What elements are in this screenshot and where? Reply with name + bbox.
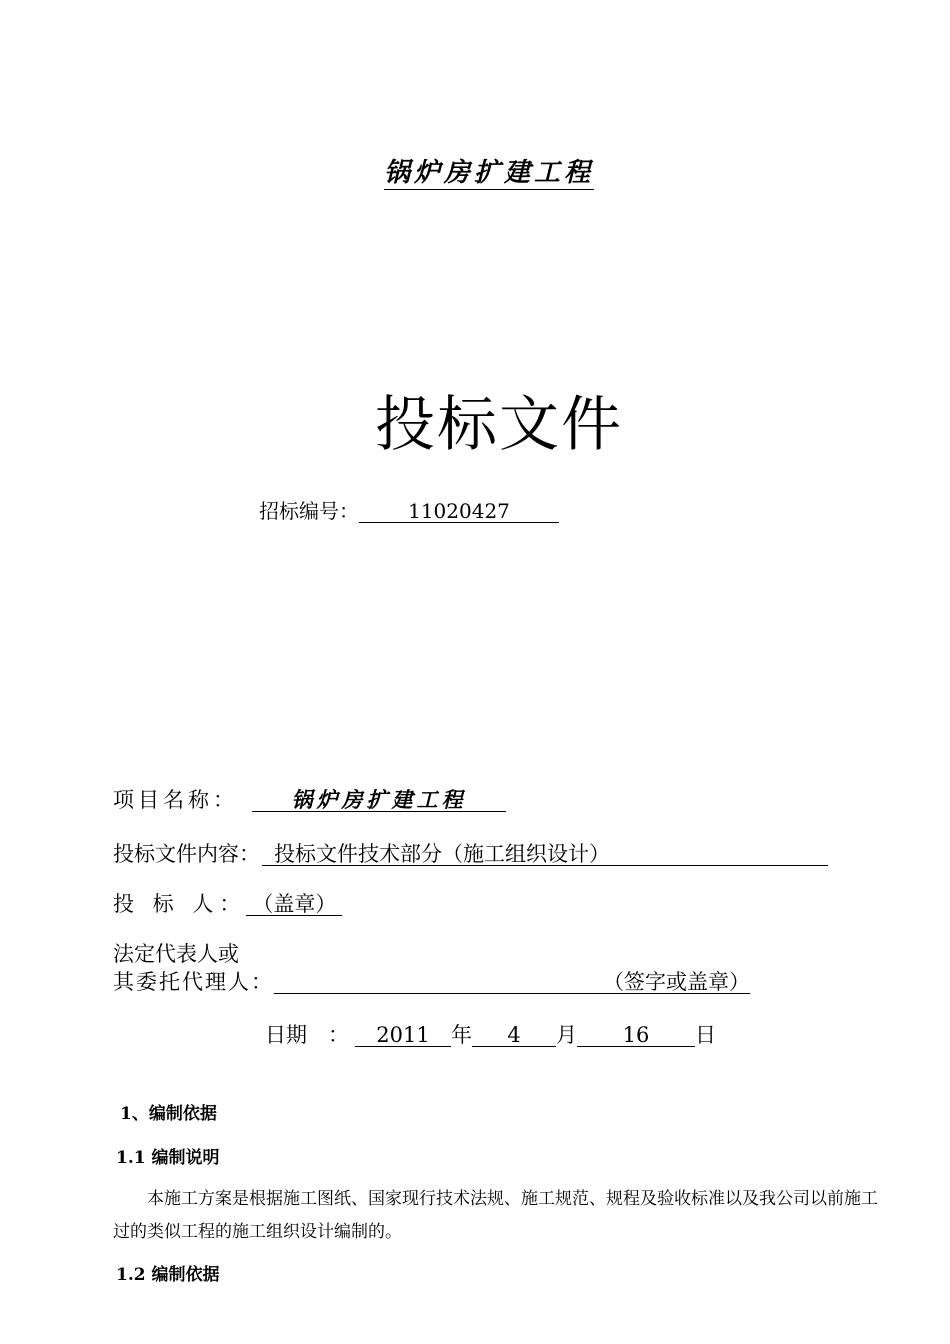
project-name-label: 项目名称： <box>113 788 238 812</box>
project-name-row <box>113 786 506 814</box>
date-month: 4 <box>472 1024 556 1047</box>
bidder-value: （盖章） <box>246 893 342 916</box>
doc-content-value: 投标文件技术部分（施工组织设计） <box>262 843 828 866</box>
date-row <box>265 1021 716 1049</box>
header-title: 锅炉房扩建工程 <box>384 158 595 188</box>
legal-rep-label: 其委托代理人： <box>113 970 274 994</box>
doc-content-label: 投标文件内容： <box>113 842 260 866</box>
bid-number-label: 招标编号： <box>259 499 359 523</box>
section-heading-1-1: 1.1 编制说明 <box>116 1148 220 1168</box>
project-name-value: 锅炉房扩建工程 <box>252 789 506 812</box>
main-title: 投标文件 <box>375 390 623 460</box>
bidder-row <box>113 890 342 918</box>
legal-rep-row <box>113 968 750 996</box>
date-day-unit: 日 <box>695 1023 716 1047</box>
bid-number-row <box>259 498 559 524</box>
date-year: 2011 <box>355 1024 451 1047</box>
date-month-unit: 月 <box>556 1023 577 1047</box>
bid-number-value: 11020427 <box>359 500 559 523</box>
section-heading-1-2: 1.2 编制依据 <box>116 1265 220 1285</box>
section-1-1-paragraph: 本施工方案是根据施工图纸、国家现行技术法规、施工规范、规程及验收标准以及我公司以前施工过的类似工程的施工组织设计编制的。 <box>113 1189 878 1242</box>
date-day: 16 <box>577 1024 695 1047</box>
legal-rep-sign-note: （签字或盖章） <box>274 971 750 994</box>
date-label: 日期 ： <box>265 1023 349 1047</box>
bidder-label: 投 标 人： <box>113 892 247 916</box>
legal-rep-line1: 法定代表人或 <box>113 942 239 966</box>
date-year-unit: 年 <box>451 1023 472 1047</box>
doc-content-row <box>113 840 828 868</box>
section-heading-1: 1、编制依据 <box>120 1104 217 1124</box>
